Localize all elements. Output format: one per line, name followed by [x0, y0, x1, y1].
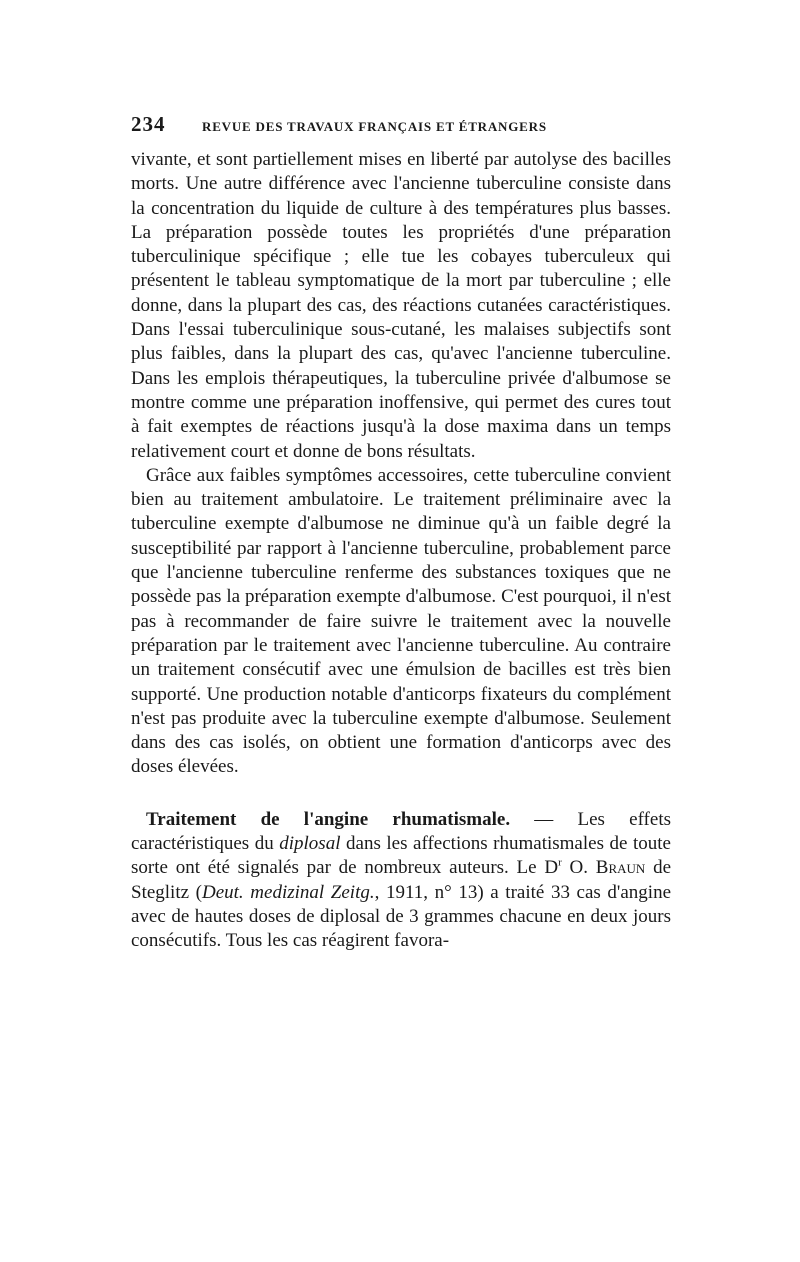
section-text-b: dans les affections rhumatismales de toute sorte ont été signalés par de nombreux auteurs. Le D: [131, 833, 671, 879]
section-dash: —: [510, 808, 578, 830]
page-number: 234: [131, 112, 166, 136]
section-text-c: de Steglitz (: [131, 857, 671, 903]
journal-header-title: REVUE DES TRAVAUX FRANÇAIS ET ÉTRANGERS: [202, 119, 547, 134]
section-text-d: , 1911, n° 13) a traité 33 cas d'angine avec de hautes doses de diplosal de 3 grammes chacune en deux jours consécutifs. Tous les cas réagirent favora-: [131, 881, 671, 952]
section-title: Traitement de l'angine rhumatismale.: [146, 808, 511, 830]
author-initial: O.: [561, 857, 596, 879]
drug-name: diplosal: [279, 833, 341, 855]
doctor-superscript: r: [558, 856, 562, 869]
author-surname: Braun: [595, 857, 646, 879]
paragraph-continued: vivante, et sont partiellement mises en liberté par autolyse des bacilles morts. Une autre différence avec l'ancienne tuberculine consiste dans la concentration du liquide de culture à des températures plus basses. La préparation possède toutes les propriétés d'une préparation tuberculinique spécifique ; elle tue les cobayes tuberculeux qui présentent le tableau symptomatique de la mort par tuberculine ; elle donne, dans la plupart des cas, des réactions cutanées caractéristiques. Dans l'essai tuberculinique sous-cutané, les malaises subjectifs sont plus faibles, dans la plupart des cas, qu'avec l'ancienne tuberculine. Dans les emplois thérapeutiques, la tuberculine privée d'albumose se montre comme une préparation inoffensive, qui permet des cures tout à fait exemptes de réactions jusqu'à la dose maxima dans un temps relativement court et donne de bons résultats.: [131, 149, 671, 462]
document-page: [131, 112, 671, 954]
journal-citation: Deut. medizinal Zeitg.: [202, 881, 375, 903]
section-angine-rhumatismale: [131, 808, 671, 954]
running-header: [131, 112, 671, 148]
section-text-a: Les effets caractéristiques du: [131, 808, 671, 855]
paragraph-ambulatory-treatment: Grâce aux faibles symptômes accessoires, cette tuberculine convient bien au traitement ambulatoire. Le traitement préliminaire avec la tuberculine exempte d'albumose ne diminue qu'à un faible degré la susceptibilité par rapport à l'ancienne tuberculine, probablement parce que l'ancienne tuberculine renferme des substances toxiques que ne possède pas la préparation exempte d'albumose. C'est pourquoi, il n'est pas à recommander de faire suivre le traitement avec la nouvelle préparation par le traitement avec l'ancienne tuberculine. Au contraire un traitement consécutif avec une émulsion de bacilles est très bien supporté. Une production notable d'anticorps fixateurs du complément n'est pas produite avec la tuberculine exempte d'albumose. Seulement dans des cas isolés, on obtient une formation d'anticorps avec des doses élevées.: [131, 464, 671, 778]
